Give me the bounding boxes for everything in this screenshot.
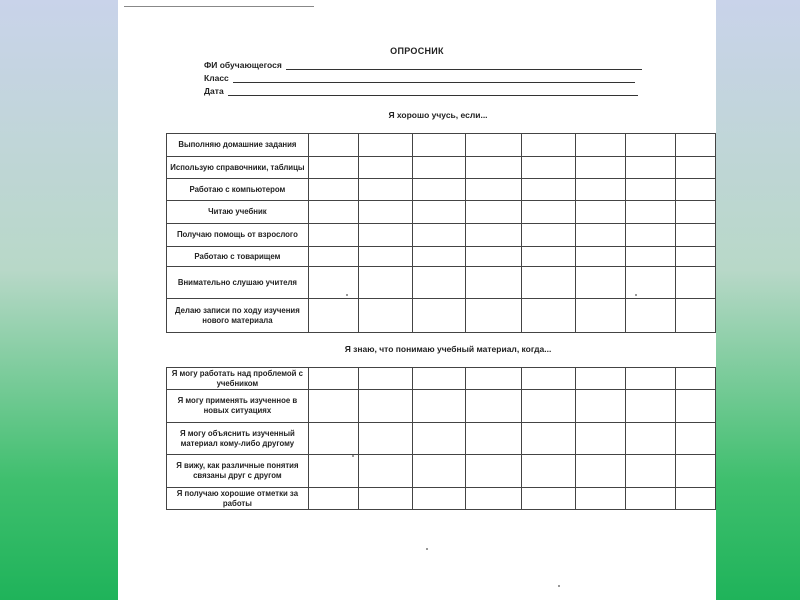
answer-cell[interactable] bbox=[466, 157, 522, 179]
answer-cell[interactable] bbox=[412, 488, 466, 510]
answer-cell[interactable] bbox=[308, 488, 358, 510]
answer-cell[interactable] bbox=[626, 224, 676, 247]
answer-cell[interactable] bbox=[466, 267, 522, 299]
answer-cell[interactable] bbox=[576, 299, 626, 333]
answer-cell[interactable] bbox=[522, 157, 576, 179]
answer-cell[interactable] bbox=[308, 390, 358, 423]
answer-cell[interactable] bbox=[466, 488, 522, 510]
answer-cell[interactable] bbox=[358, 201, 412, 224]
table-row bbox=[167, 488, 716, 510]
answer-cell[interactable] bbox=[466, 179, 522, 201]
student-name-label: ФИ обучающегося bbox=[204, 60, 282, 70]
row-label: Внимательно слушаю учителя bbox=[167, 267, 309, 299]
answer-cell[interactable] bbox=[626, 179, 676, 201]
answer-cell[interactable] bbox=[308, 157, 358, 179]
answer-cell[interactable] bbox=[626, 201, 676, 224]
answer-cell[interactable] bbox=[576, 267, 626, 299]
row-label: Читаю учебник bbox=[167, 201, 309, 224]
top-rule bbox=[124, 6, 314, 7]
section1-table bbox=[166, 133, 716, 333]
answer-cell[interactable] bbox=[412, 390, 466, 423]
answer-cell[interactable] bbox=[358, 224, 412, 247]
table-row bbox=[167, 134, 716, 157]
answer-cell[interactable] bbox=[576, 179, 626, 201]
answer-cell[interactable] bbox=[466, 368, 522, 390]
answer-cell[interactable] bbox=[308, 179, 358, 201]
answer-cell[interactable] bbox=[676, 134, 716, 157]
answer-cell[interactable] bbox=[308, 201, 358, 224]
answer-cell[interactable] bbox=[676, 455, 716, 488]
answer-cell[interactable] bbox=[466, 423, 522, 455]
date-field bbox=[204, 86, 638, 96]
table-row bbox=[167, 157, 716, 179]
answer-cell[interactable] bbox=[626, 423, 676, 455]
student-name-line bbox=[286, 61, 642, 70]
answer-cell[interactable] bbox=[412, 423, 466, 455]
answer-cell[interactable] bbox=[358, 423, 412, 455]
answer-cell[interactable] bbox=[576, 455, 626, 488]
scan-speck bbox=[352, 455, 354, 457]
answer-cell[interactable] bbox=[522, 267, 576, 299]
answer-cell[interactable] bbox=[522, 247, 576, 267]
table-row bbox=[167, 455, 716, 488]
answer-cell[interactable] bbox=[358, 455, 412, 488]
answer-cell[interactable] bbox=[676, 390, 716, 423]
class-label: Класс bbox=[204, 73, 229, 83]
row-label: Я могу применять изученное в новых ситуациях bbox=[167, 390, 309, 423]
answer-cell[interactable] bbox=[576, 488, 626, 510]
answer-cell[interactable] bbox=[576, 134, 626, 157]
answer-cell[interactable] bbox=[626, 488, 676, 510]
questionnaire-sheet bbox=[118, 0, 716, 600]
answer-cell[interactable] bbox=[522, 455, 576, 488]
answer-cell[interactable] bbox=[358, 247, 412, 267]
answer-cell[interactable] bbox=[466, 134, 522, 157]
answer-cell[interactable] bbox=[676, 179, 716, 201]
answer-cell[interactable] bbox=[676, 157, 716, 179]
row-label: Выполняю домашние задания bbox=[167, 134, 309, 157]
answer-cell[interactable] bbox=[576, 247, 626, 267]
class-line bbox=[233, 74, 635, 83]
answer-cell[interactable] bbox=[412, 267, 466, 299]
answer-cell[interactable] bbox=[522, 488, 576, 510]
answer-cell[interactable] bbox=[308, 224, 358, 247]
answer-cell[interactable] bbox=[358, 390, 412, 423]
answer-cell[interactable] bbox=[412, 157, 466, 179]
row-label: Работаю с товарищем bbox=[167, 247, 309, 267]
answer-cell[interactable] bbox=[626, 299, 676, 333]
answer-cell[interactable] bbox=[626, 157, 676, 179]
answer-cell[interactable] bbox=[358, 179, 412, 201]
answer-cell[interactable] bbox=[676, 201, 716, 224]
date-label: Дата bbox=[204, 86, 224, 96]
answer-cell[interactable] bbox=[358, 267, 412, 299]
row-label: Использую справочники, таблицы bbox=[167, 157, 309, 179]
answer-cell[interactable] bbox=[626, 134, 676, 157]
answer-cell[interactable] bbox=[308, 134, 358, 157]
answer-cell[interactable] bbox=[412, 134, 466, 157]
answer-cell[interactable] bbox=[358, 157, 412, 179]
answer-cell[interactable] bbox=[412, 368, 466, 390]
answer-cell[interactable] bbox=[466, 247, 522, 267]
answer-cell[interactable] bbox=[676, 488, 716, 510]
answer-cell[interactable] bbox=[412, 224, 466, 247]
section2-table bbox=[166, 367, 716, 510]
answer-cell[interactable] bbox=[576, 390, 626, 423]
answer-cell[interactable] bbox=[412, 179, 466, 201]
answer-cell[interactable] bbox=[412, 299, 466, 333]
answer-cell[interactable] bbox=[308, 299, 358, 333]
answer-cell[interactable] bbox=[576, 368, 626, 390]
scan-speck bbox=[558, 585, 560, 587]
answer-cell[interactable] bbox=[522, 390, 576, 423]
page-title: ОПРОСНИК bbox=[390, 46, 444, 56]
table-row bbox=[167, 267, 716, 299]
answer-cell[interactable] bbox=[466, 299, 522, 333]
answer-cell[interactable] bbox=[522, 423, 576, 455]
answer-cell[interactable] bbox=[308, 368, 358, 390]
answer-cell[interactable] bbox=[626, 390, 676, 423]
answer-cell[interactable] bbox=[522, 201, 576, 224]
date-line bbox=[228, 87, 638, 96]
answer-cell[interactable] bbox=[676, 224, 716, 247]
class-field bbox=[204, 73, 635, 83]
answer-cell[interactable] bbox=[466, 455, 522, 488]
answer-cell[interactable] bbox=[522, 368, 576, 390]
answer-cell[interactable] bbox=[466, 224, 522, 247]
row-label: Я могу работать над проблемой с учебником bbox=[167, 368, 309, 390]
answer-cell[interactable] bbox=[466, 390, 522, 423]
answer-cell[interactable] bbox=[676, 299, 716, 333]
answer-cell[interactable] bbox=[522, 134, 576, 157]
answer-cell[interactable] bbox=[676, 368, 716, 390]
row-label: Получаю помощь от взрослого bbox=[167, 224, 309, 247]
answer-cell[interactable] bbox=[522, 224, 576, 247]
scan-speck bbox=[346, 294, 348, 296]
table-row bbox=[167, 224, 716, 247]
table-row bbox=[167, 179, 716, 201]
answer-cell[interactable] bbox=[466, 201, 522, 224]
answer-cell[interactable] bbox=[626, 247, 676, 267]
answer-cell[interactable] bbox=[626, 455, 676, 488]
section1-heading: Я хорошо учусь, если... bbox=[388, 110, 488, 120]
answer-cell[interactable] bbox=[308, 455, 358, 488]
answer-cell[interactable] bbox=[412, 455, 466, 488]
scan-speck bbox=[635, 294, 637, 296]
answer-cell[interactable] bbox=[308, 267, 358, 299]
answer-cell[interactable] bbox=[412, 247, 466, 267]
table-row bbox=[167, 247, 716, 267]
answer-cell[interactable] bbox=[412, 201, 466, 224]
answer-cell[interactable] bbox=[626, 267, 676, 299]
answer-cell[interactable] bbox=[308, 247, 358, 267]
scan-speck bbox=[426, 548, 428, 550]
answer-cell[interactable] bbox=[576, 224, 626, 247]
answer-cell[interactable] bbox=[358, 488, 412, 510]
answer-cell[interactable] bbox=[626, 368, 676, 390]
table-row bbox=[167, 299, 716, 333]
row-label: Я вижу, как различные понятия связаны друг с другом bbox=[167, 455, 309, 488]
table-row bbox=[167, 390, 716, 423]
row-label: Делаю записи по ходу изучения нового материала bbox=[167, 299, 309, 333]
table-row bbox=[167, 368, 716, 390]
answer-cell[interactable] bbox=[576, 201, 626, 224]
answer-cell[interactable] bbox=[522, 299, 576, 333]
row-label: Работаю с компьютером bbox=[167, 179, 309, 201]
answer-cell[interactable] bbox=[576, 423, 626, 455]
answer-cell[interactable] bbox=[358, 368, 412, 390]
row-label: Я могу объяснить изученный материал кому-либо другому bbox=[167, 423, 309, 455]
answer-cell[interactable] bbox=[676, 423, 716, 455]
answer-cell[interactable] bbox=[576, 157, 626, 179]
answer-cell[interactable] bbox=[358, 299, 412, 333]
answer-cell[interactable] bbox=[676, 267, 716, 299]
table-row bbox=[167, 423, 716, 455]
answer-cell[interactable] bbox=[308, 423, 358, 455]
answer-cell[interactable] bbox=[358, 134, 412, 157]
section2-heading: Я знаю, что понимаю учебный материал, когда... bbox=[344, 344, 552, 354]
row-label: Я получаю хорошие отметки за работы bbox=[167, 488, 309, 510]
student-name-field bbox=[204, 60, 642, 70]
answer-cell[interactable] bbox=[676, 247, 716, 267]
answer-cell[interactable] bbox=[522, 179, 576, 201]
table-row bbox=[167, 201, 716, 224]
